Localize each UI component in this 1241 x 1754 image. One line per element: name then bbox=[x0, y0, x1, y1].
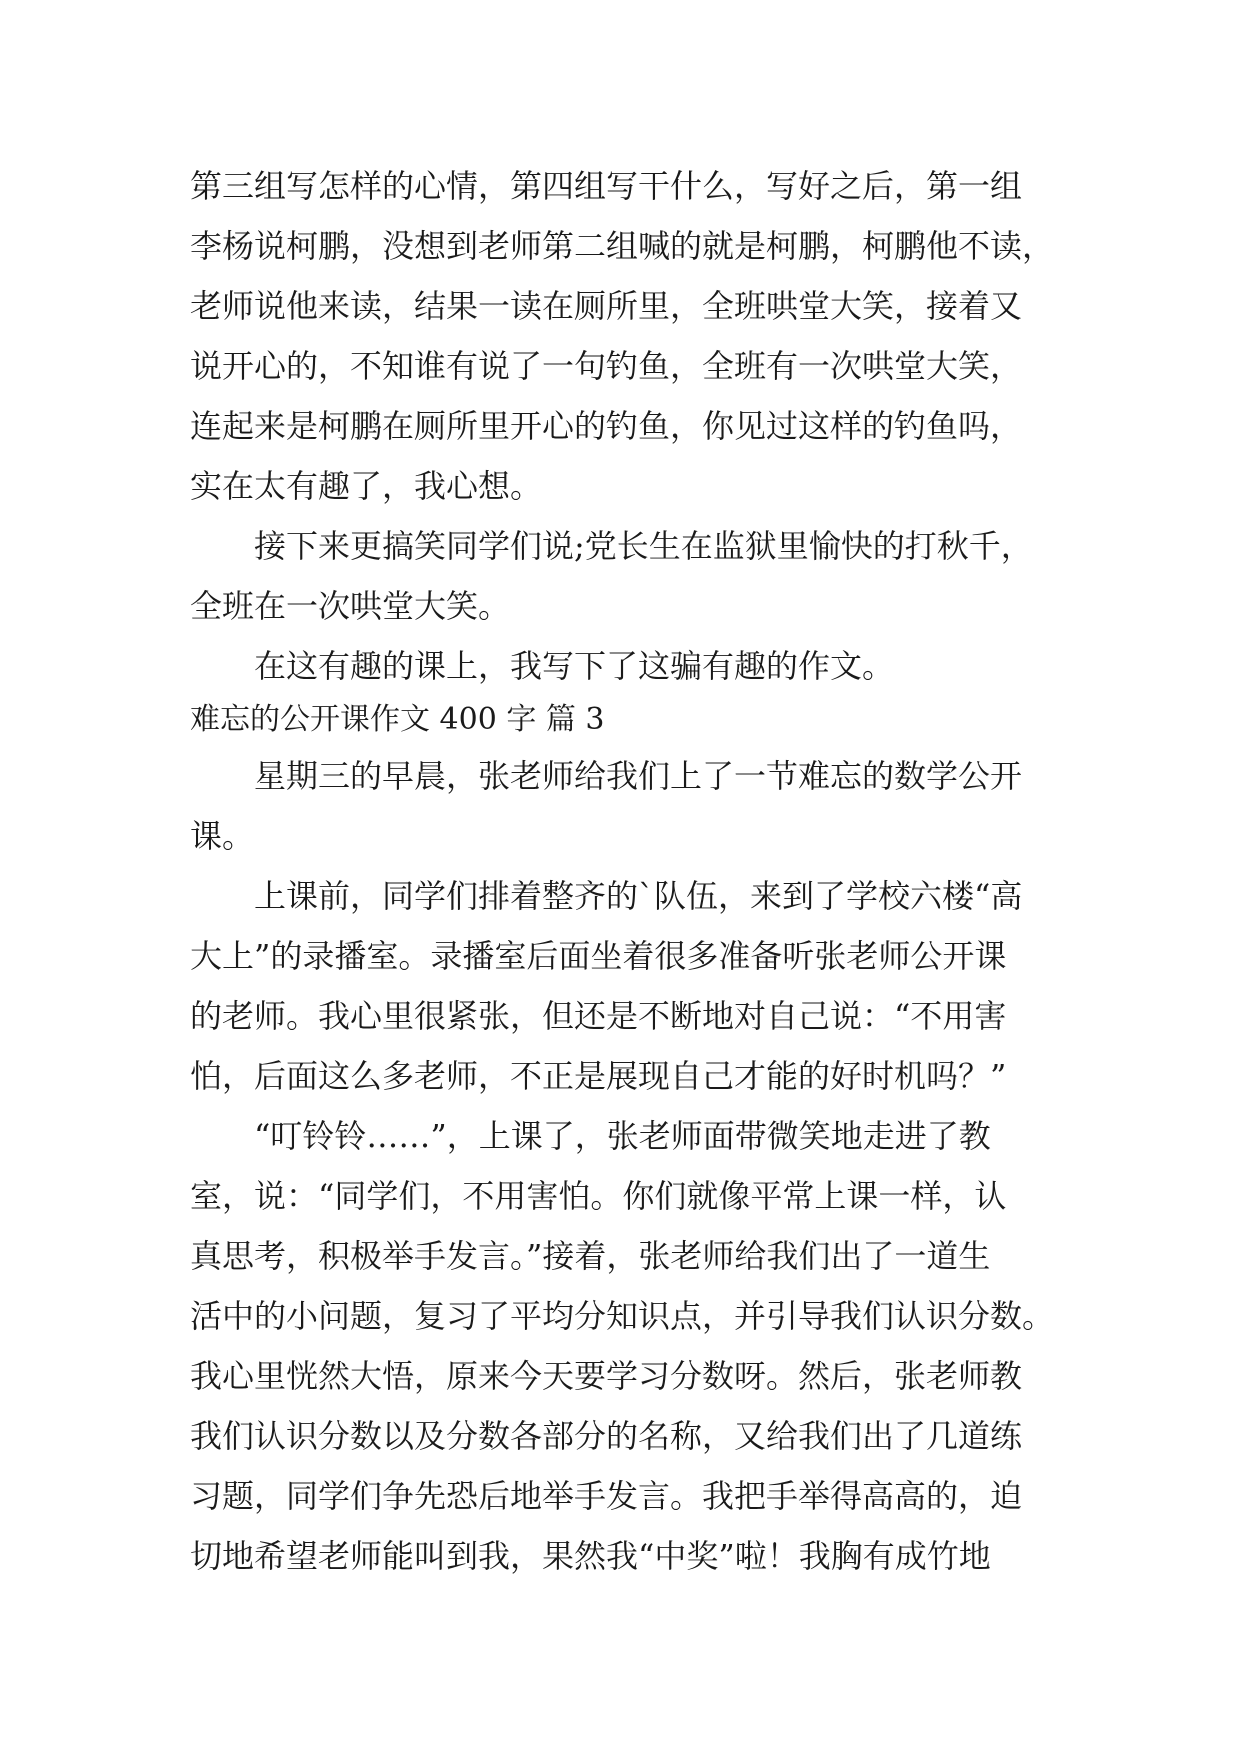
paragraph-start-line: “叮铃铃……”，上课了，张老师面带微笑地走进了教 bbox=[254, 1117, 991, 1155]
paragraph-start-line: 接下来更搞笑同学们说;党长生在监狱里愉快的打秋千， bbox=[254, 527, 1033, 565]
text-line: 说开心的，不知谁有说了一句钓鱼，全班有一次哄堂大笑， bbox=[190, 347, 1023, 385]
text-line: 活中的小问题，复习了平均分知识点，并引导我们认识分数。 bbox=[190, 1297, 1055, 1335]
text-line: 老师说他来读，结果一读在厕所里，全班哄堂大笑，接着又 bbox=[190, 287, 1023, 325]
paragraph-start-line: 星期三的早晨，张老师给我们上了一节难忘的数学公开 bbox=[254, 757, 1023, 795]
paragraph-start-line: 在这有趣的课上，我写下了这骗有趣的作文。 bbox=[254, 647, 895, 685]
text-line: 怕，后面这么多老师，不正是展现自己才能的好时机吗？” bbox=[190, 1057, 1007, 1095]
section-heading: 难忘的公开课作文 400 字 篇 3 bbox=[190, 702, 605, 737]
text-line: 切地希望老师能叫到我，果然我“中奖”啦！我胸有成竹地 bbox=[190, 1537, 991, 1575]
text-line: 课。 bbox=[190, 817, 255, 855]
text-line: 我心里恍然大悟，原来今天要学习分数呀。然后，张老师教 bbox=[190, 1357, 1023, 1395]
text-line: 全班在一次哄堂大笑。 bbox=[190, 587, 511, 625]
text-line: 大上”的录播室。录播室后面坐着很多准备听张老师公开课 bbox=[190, 937, 1007, 975]
text-line: 第三组写怎样的心情，第四组写干什么，写好之后，第一组 bbox=[190, 167, 1023, 205]
text-line: 连起来是柯鹏在厕所里开心的钓鱼，你见过这样的钓鱼吗， bbox=[190, 407, 1023, 445]
paragraph-start-line: 上课前，同学们排着整齐的`队伍，来到了学校六楼“高 bbox=[254, 877, 1023, 915]
text-line: 的老师。我心里很紧张，但还是不断地对自己说：“不用害 bbox=[190, 997, 1007, 1035]
text-line: 室，说：“同学们，不用害怕。你们就像平常上课一样，认 bbox=[190, 1177, 1007, 1215]
text-line: 李杨说柯鹏，没想到老师第二组喊的就是柯鹏，柯鹏他不读， bbox=[190, 227, 1055, 265]
text-line: 习题，同学们争先恐后地举手发言。我把手举得高高的，迫 bbox=[190, 1477, 1023, 1515]
text-line: 真思考，积极举手发言。”接着，张老师给我们出了一道生 bbox=[190, 1237, 991, 1275]
text-line: 实在太有趣了，我心想。 bbox=[190, 467, 543, 505]
text-line: 我们认识分数以及分数各部分的名称，又给我们出了几道练 bbox=[190, 1417, 1023, 1455]
